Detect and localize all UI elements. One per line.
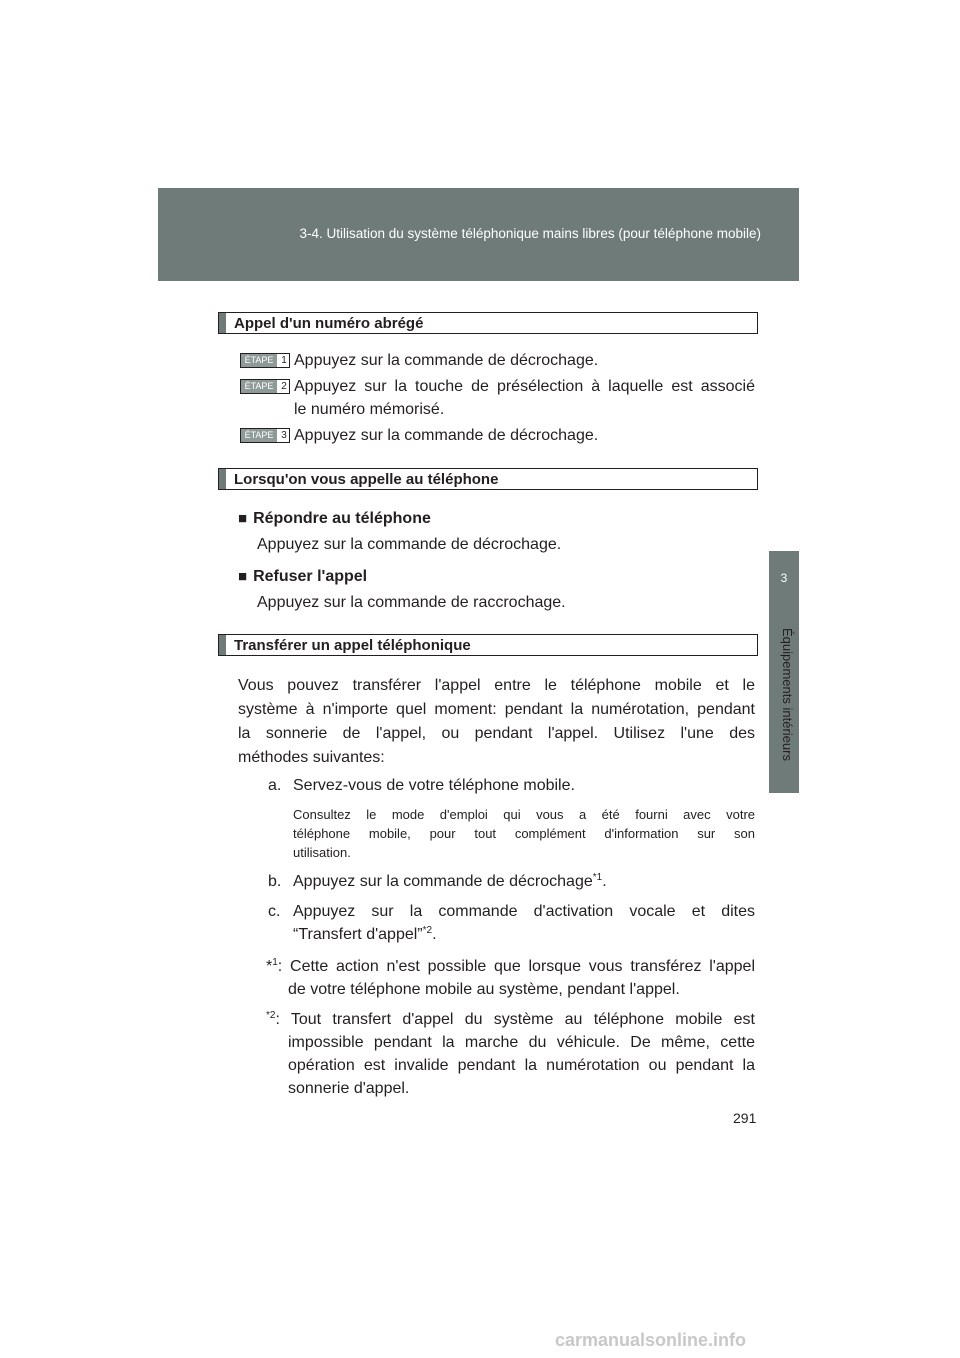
chapter-label: Équipements intérieurs: [780, 628, 795, 761]
footnote-ref: *2: [422, 925, 433, 936]
step-badge-1: [240, 353, 290, 368]
step-number: 3: [281, 430, 287, 441]
footnote-2-line3: opération est invalide pendant la numérotation ou pendant la: [288, 1057, 755, 1074]
footnote-1-line2: de votre téléphone mobile au système, pendant l'appel.: [288, 981, 680, 998]
intro-line-1: Vous pouvez transférer l'appel entre le téléphone mobile et le: [238, 677, 755, 694]
chapter-number: 3: [780, 571, 788, 585]
step-2-text-line2: le numéro mémorisé.: [294, 401, 445, 418]
section-heading-transfer-call: [218, 634, 758, 656]
method-a-text: Servez-vous de votre téléphone mobile.: [293, 777, 575, 794]
section-heading-abbreviated-dial: [218, 312, 758, 334]
method-a-marker: a.: [268, 777, 282, 794]
square-bullet-icon: ■: [238, 568, 248, 585]
section-title: Transférer un appel téléphonique: [234, 637, 471, 654]
method-c-line1: Appuyez sur la commande d'activation vocale et dites: [293, 903, 755, 920]
footnote-2-line4: sonnerie d'appel.: [288, 1080, 410, 1097]
step-label: ÉTAPE: [241, 429, 277, 442]
step-number: 1: [281, 355, 287, 366]
note-line-1: Consultez le mode d'emploi qui vous a été fourni avec votre: [293, 807, 755, 822]
heading-bar: [219, 469, 226, 489]
square-bullet-icon: ■: [238, 510, 248, 527]
step-label: ÉTAPE: [241, 354, 277, 367]
method-c-line2: “Transfert d'appel”$^{*2}$.: [293, 925, 437, 943]
step-1-text: Appuyez sur la commande de décrochage.: [294, 352, 599, 369]
section-title: Appel d'un numéro abrégé: [234, 315, 424, 332]
header-band: [158, 188, 799, 281]
footnote-1-line1: *$^1$: Cette action n'est possible que lorsque vous transférez l'appel: [266, 957, 755, 975]
section-heading-incoming-call: [218, 468, 758, 490]
intro-line-3: la sonnerie de l'appel, ou pendant l'appel. Utilisez l'une des: [238, 725, 755, 742]
heading-bar: [219, 635, 226, 655]
answer-heading: ■ Répondre au téléphone: [238, 510, 431, 527]
reject-heading: ■ Refuser l'appel: [238, 568, 368, 585]
method-b-text: Appuyez sur la commande de décrochage$^{*1}$.: [293, 872, 607, 890]
note-line-3: utilisation.: [293, 845, 351, 860]
answer-text: Appuyez sur la commande de décrochage.: [257, 536, 562, 553]
step-badge-2: [240, 379, 290, 394]
page-number: 291: [733, 1110, 757, 1126]
method-c-marker: c.: [268, 903, 281, 920]
footnote-2-line2: impossible pendant la marche du véhicule. De même, cette: [288, 1034, 755, 1051]
intro-line-4: méthodes suivantes:: [238, 749, 385, 766]
intro-line-2: système à n'importe quel moment: pendant la numérotation, pendant: [238, 701, 755, 718]
header-title: 3-4. Utilisation du système téléphonique mains libres (pour téléphone mobile): [299, 226, 761, 241]
note-line-2: téléphone mobile, pour tout complément d'information sur son: [293, 826, 755, 841]
step-label: ÉTAPE: [241, 380, 277, 393]
watermark: carmanualsonline.info: [555, 1330, 747, 1350]
step-badge-3: [240, 428, 290, 443]
section-title: Lorsqu'on vous appelle au téléphone: [234, 471, 499, 488]
step-2-text-line1: Appuyez sur la touche de présélection à laquelle est associé: [294, 378, 755, 395]
step-number: 2: [281, 381, 287, 392]
heading-bar: [219, 313, 226, 333]
footnote-ref: *1: [592, 872, 603, 883]
step-3-text: Appuyez sur la commande de décrochage.: [294, 427, 599, 444]
method-b-marker: b.: [268, 873, 282, 890]
reject-text: Appuyez sur la commande de raccrochage.: [257, 594, 566, 611]
footnote-2-line1: $^{*2}$: Tout transfert d'appel du système au téléphone mobile est: [266, 1010, 755, 1028]
